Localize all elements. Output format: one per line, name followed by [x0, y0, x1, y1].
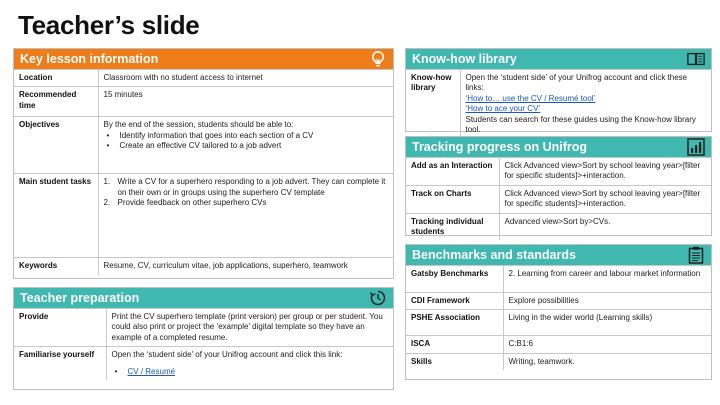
benchmark-value: Writing, teamwork. [503, 353, 711, 370]
objectives-label: Objectives [14, 117, 98, 174]
table-row [406, 185, 711, 213]
objectives-cell [98, 117, 393, 174]
knowhow-panel [405, 48, 712, 132]
key-lesson-title: Key lesson information [20, 52, 159, 66]
tracking-label: Add as an Interaction [406, 158, 499, 186]
page-title: Teacher’s slide [18, 10, 200, 40]
knowhow-row [406, 70, 711, 139]
knowhow-title: Know-how library [412, 52, 517, 66]
tracking-value: Advanced view>Sort by>CVs. [499, 213, 711, 240]
time-value: 15 minutes [98, 87, 393, 117]
table-row [406, 158, 711, 186]
time-label: Recommended time [14, 87, 98, 117]
objectives-intro: By the end of the session, students should be able to: [103, 120, 294, 130]
table-row [406, 213, 711, 240]
benchmark-label: Skills [406, 353, 503, 370]
key-lesson-panel [13, 48, 394, 279]
tracking-label: Tracking individual students [406, 213, 499, 240]
teacher-prep-table [14, 308, 393, 380]
knowhow-cell [460, 70, 711, 139]
familiarise-links [112, 367, 389, 377]
tracking-value: Click Advanced view>Sort by school leaving year>[filter for specific students]>+interaction. [499, 185, 711, 213]
knowhow-outro: Students can search for these guides using the Know-how library tool. [465, 114, 696, 134]
tracking-table [406, 157, 711, 240]
knowhow-intro: Open the ‘student side’ of your Unifrog account and click these links: [465, 73, 688, 93]
clock-refresh-icon [369, 289, 387, 307]
keywords-value: Resume, CV, curriculum vitae, job applications, superhero, teamwork [98, 258, 393, 275]
objectives-row [14, 117, 393, 174]
time-row [14, 87, 393, 117]
key-lesson-table [14, 69, 393, 275]
tasks-row [14, 174, 393, 258]
benchmark-label: Gatsby Benchmarks [406, 266, 503, 293]
location-row [14, 70, 393, 87]
familiarise-row [14, 347, 393, 380]
table-row [406, 310, 711, 336]
clipboard-icon [687, 246, 705, 264]
benchmark-label: CDI Framework [406, 293, 503, 310]
benchmarks-panel [405, 244, 712, 380]
benchmarks-title: Benchmarks and standards [412, 248, 576, 262]
tasks-cell [98, 174, 393, 258]
table-row [406, 353, 711, 370]
cv-resume-link[interactable]: CV / Resumé [127, 366, 176, 376]
teacher-prep-title: Teacher preparation [20, 291, 140, 305]
objectives-list [104, 131, 389, 152]
benchmark-value: Living in the wider world (Learning skills) [503, 310, 711, 336]
list-item: 1. Write a CV for a superhero responding to a job advert. They can complete it on their own or in groups using the superhero CV template [103, 177, 386, 197]
familiarise-value: Open the ‘student side’ of your Unifrog account and click this link: [111, 350, 343, 360]
location-value: Classroom with no student access to internet [98, 70, 393, 87]
cv-tool-guide-link[interactable]: ‘How to… use the CV / Resumé tool’ [465, 93, 596, 103]
tracking-value: Click Advanced view>Sort by school leaving year>[filter for specific students]>+interaction. [499, 158, 711, 186]
list-item: • Create an effective CV tailored to a job advert [104, 141, 389, 151]
tasks-list [104, 177, 389, 208]
knowhow-table [406, 69, 711, 138]
teacher-prep-panel [13, 287, 394, 390]
tracking-header [406, 137, 711, 157]
bar-chart-icon [687, 138, 705, 156]
teacher-prep-header [14, 288, 393, 308]
keywords-label: Keywords [14, 258, 98, 275]
benchmark-value: 2. Learning from career and labour market information [503, 266, 711, 293]
table-row [406, 293, 711, 310]
lightbulb-icon [369, 50, 387, 68]
list-item [112, 367, 389, 377]
tracking-title: Tracking progress on Unifrog [412, 140, 588, 154]
list-item: • Identify information that goes into each section of a CV [104, 131, 389, 141]
benchmark-label: PSHE Association [406, 310, 503, 336]
benchmarks-header [406, 245, 711, 265]
table-row [406, 266, 711, 293]
location-label: Location [14, 70, 98, 87]
provide-label: Provide [14, 309, 106, 347]
table-row [406, 336, 711, 353]
knowhow-label: Know-how library [406, 70, 460, 139]
tracking-label: Track on Charts [406, 185, 499, 213]
benchmarks-table [406, 265, 711, 370]
ace-cv-guide-link[interactable]: ‘How to ace your CV’ [465, 104, 541, 114]
open-book-icon [687, 50, 705, 68]
key-lesson-header [14, 49, 393, 69]
provide-value: Print the CV superhero template (print version) per group or per student. You could also print or project the ‘example’ digital template so they have an example of a completed resume. [106, 309, 393, 347]
keywords-row [14, 258, 393, 275]
tracking-panel [405, 136, 712, 236]
list-item: 2. Provide feedback on other superhero CVs [103, 198, 267, 208]
provide-row [14, 309, 393, 347]
knowhow-header [406, 49, 711, 69]
benchmark-value: C:B1:6 [503, 336, 711, 353]
benchmark-value: Explore possibilities [503, 293, 711, 310]
benchmark-label: ISCA [406, 336, 503, 353]
tasks-label: Main student tasks [14, 174, 98, 258]
familiarise-label: Familiarise yourself [14, 347, 106, 380]
familiarise-cell [106, 347, 393, 380]
